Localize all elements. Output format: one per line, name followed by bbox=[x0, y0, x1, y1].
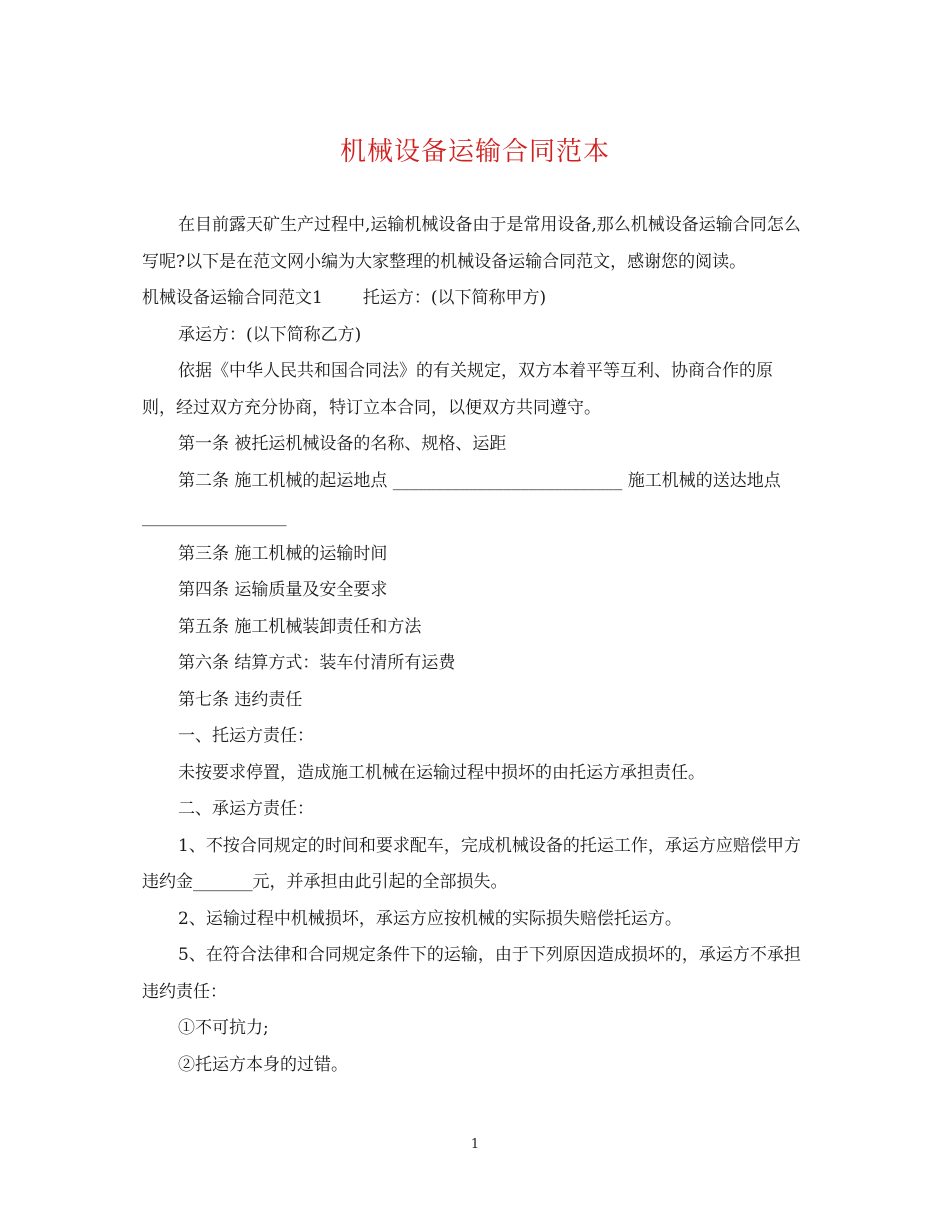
article-6: 第六条 结算方式：装车付清所有运费 bbox=[178, 653, 456, 673]
document-title: 机械设备运输合同范本 bbox=[339, 137, 610, 167]
legal-basis-paragraph: 依据《中华人民共和国合同法》的有关规定，双方本着平等互利、协商合作的原则，经过双方充分协商，特订立本合同，以便双方共同遵守。 bbox=[142, 361, 773, 418]
article-5: 第五条 施工机械装卸责任和方法 bbox=[178, 616, 422, 637]
page-number: 1 bbox=[470, 1137, 480, 1152]
article-7: 第七条 违约责任 bbox=[178, 689, 303, 710]
sample-heading: 机械设备运输合同范文1 bbox=[142, 288, 323, 308]
carrier-label: 承运方：(以下简称乙方) bbox=[178, 324, 362, 345]
exemption-1: ①不可抗力; bbox=[178, 1018, 269, 1038]
carrier-liability-heading: 二、承运方责任： bbox=[178, 799, 314, 819]
article-3: 第三条 施工机械的运输时间 bbox=[178, 543, 388, 564]
consignor-label: 托运方：(以下简称甲方) bbox=[362, 288, 547, 308]
exemption-2: ②托运方本身的过错。 bbox=[178, 1054, 348, 1075]
carrier-liability-item-1: 1、不按合同规定的时间和要求配车，完成机械设备的托运工作，承运方应赔偿甲方违约金_______元，并承担由此引起的全部损失。 bbox=[142, 835, 801, 892]
consignor-liability-text: 未按要求停置，造成施工机械在运输过程中损坏的由托运方承担责任。 bbox=[178, 762, 705, 783]
article-1: 第一条 被托运机械设备的名称、规格、运距 bbox=[178, 434, 507, 454]
sample-heading-line bbox=[142, 280, 802, 317]
carrier-liability-item-5: 5、在符合法律和合同规定条件下的运输，由于下列原因造成损坏的，承运方不承担违约责任： bbox=[142, 945, 801, 1002]
consignor-liability-heading: 一、托运方责任： bbox=[178, 726, 314, 746]
article-4: 第四条 运输质量及安全要求 bbox=[178, 580, 388, 600]
article-2: 第二条 施工机械的起运地点 ___________________________ 施工机械的送达地点_________________ bbox=[142, 470, 781, 527]
intro-paragraph: 在目前露天矿生产过程中,运输机械设备由于是常用设备,那么机械设备运输合同怎么写呢?以下是在范文网小编为大家整理的机械设备运输合同范文，感谢您的阅读。 bbox=[142, 215, 801, 272]
carrier-liability-item-2: 2、运输过程中机械损坏，承运方应按机械的实际损失赔偿托运方。 bbox=[178, 908, 682, 929]
document-body bbox=[142, 207, 802, 1083]
